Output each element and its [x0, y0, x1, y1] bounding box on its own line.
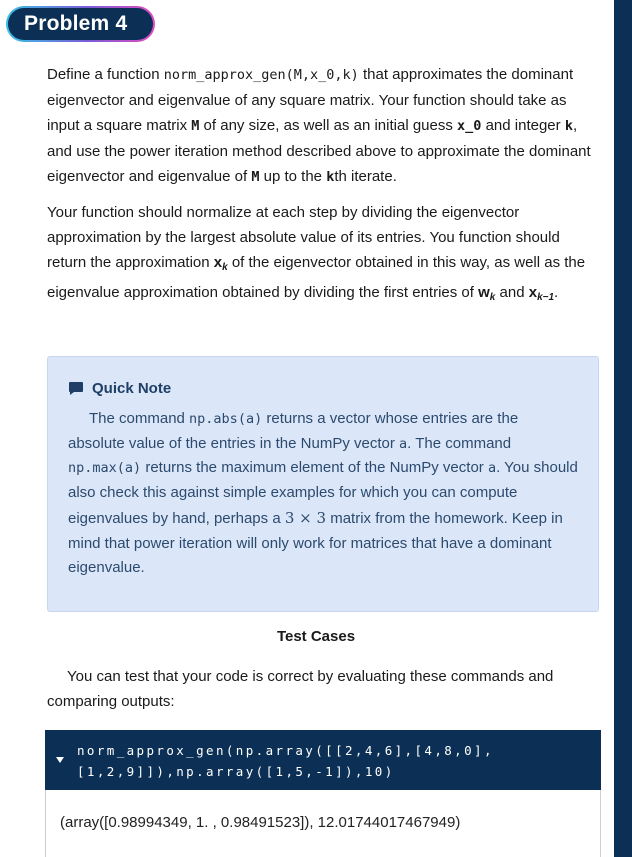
- code-function-signature: norm_approx_gen(M,x_0,k): [163, 67, 359, 83]
- output-text: (array([0.98994349, 1. , 0.98491523]), 12.01744017467949): [60, 814, 461, 831]
- math-x-k-minus-1: $x_{k-1}$: [528, 284, 555, 303]
- paragraph-normalization: Your function should normalize at each step by dividing the eigenvector approximation by the largest absolute value of its entries. You function should return the approximation $x_k$ of the eigenvector obtained in this way, as well as the eigenvalue approximation obtained by dividing the first entries of $w_k$ and $x_{k-1}$.: [47, 204, 586, 303]
- test-cases-heading: Test Cases: [276, 628, 356, 645]
- problem-statement: [47, 62, 602, 320]
- code-k-2: k: [326, 169, 335, 185]
- code-np-max: np.max(a): [68, 460, 142, 477]
- code-cell[interactable]: [45, 730, 601, 790]
- code-np-abs: np.abs(a): [189, 411, 263, 427]
- code-matrix-m-2: M: [251, 169, 260, 185]
- comment-icon: [68, 381, 84, 396]
- code-line-1: norm_approx_gen(np.array([[2,4,6],[4,8,0],: [77, 743, 494, 758]
- quick-note-body: The command np.abs(a) returns a vector whose entries are the absolute value of the entries in the NumPy vector a. The command np.max(a) returns the maximum element of the NumPy vector a. You should also check this against simple examples for which you can compute eigenvalues by hand, perhaps a 3 × 3 matrix from the homework. Keep in mind that power iteration will only work for matrices that have a dominant eigenvalue.: [68, 410, 578, 577]
- quick-note-box: [47, 356, 599, 612]
- code-matrix-m: M: [191, 118, 200, 134]
- problem-badge: [6, 6, 155, 42]
- caret-down-icon[interactable]: [55, 756, 65, 764]
- code-a: a: [399, 435, 408, 452]
- code-a-2: a: [487, 460, 497, 477]
- math-x-k: $x_k$: [213, 254, 228, 273]
- paragraph-definition: Define a function norm_approx_gen(M,x_0,k) that approximates the dominant eigenvector and eigenvalue of any square matrix. Your function should take as input a square matrix M of any size, as well as an initial guess x_0 and integer k, and use the power iteration method described above to approximate the dominant eigenvector and eigenvalue of M up to the kth iterate.: [47, 66, 591, 185]
- code-k: k: [564, 118, 573, 134]
- output-cell: [45, 790, 601, 857]
- math-3x3: 3 × 3: [284, 508, 327, 527]
- test-cases-text: You can test that your code is correct by evaluating these commands and comparing outputs:: [47, 668, 554, 710]
- right-edge-band: [614, 0, 632, 857]
- quick-note-title: Quick Note: [68, 380, 578, 397]
- problem-badge-label: Problem 4: [8, 8, 153, 40]
- code-x0: x_0: [457, 118, 482, 134]
- code-line-2: [1,2,9]]),np.array([1,5,-1]),10): [77, 764, 395, 779]
- math-w-k: $w_k$: [478, 284, 496, 303]
